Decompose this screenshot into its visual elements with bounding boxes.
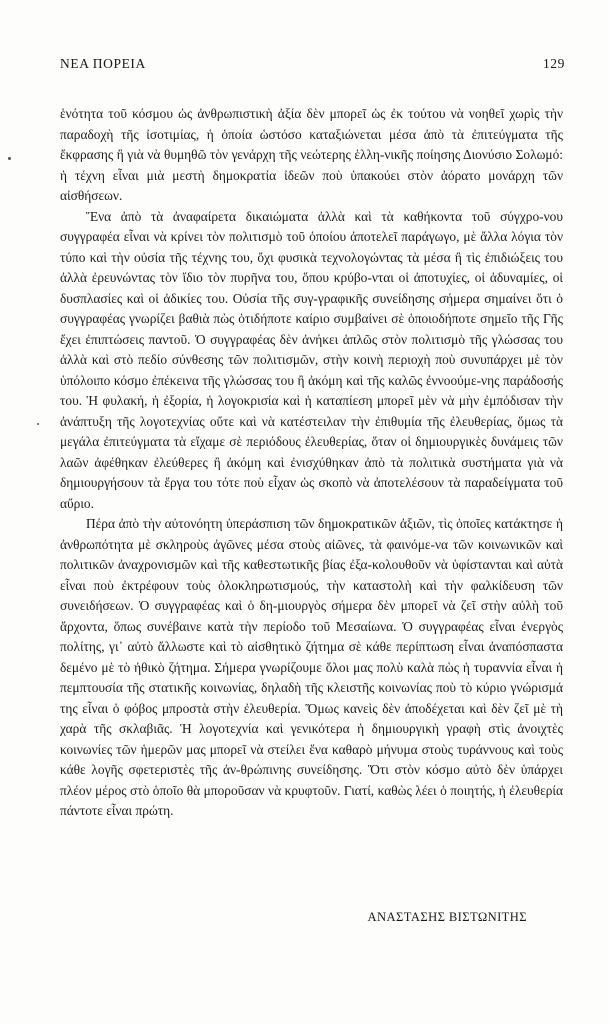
paragraph: Πέρα ἀπὸ τὴν αὐτονόητη ὑπεράσπιση τῶν δημοκρατικῶν ἀξιῶν, τὶς ὁποῖες κατάκτησε ἡ ἀνθρωπότητα μὲ σκληροὺς ἀγῶνες μέσα στοὺς αἰῶνες, τὰ φαινόμε-να τῶν κοινωνικῶν καὶ πολιτικῶν ἀναχρονισμῶν καὶ τῆς καθεστωτικῆς βίας ἐξα-κολουθοῦν νὰ ὑφίστανται καὶ αὐτὰ εἶναι ποὺ ἐκτρέφουν τοὺς ὁλοκληρωτισμούς, τὴν καταστολὴ καὶ τὴν φαλκίδευση τῶν συνειδήσεων. Ὁ συγγραφέας καὶ ὁ δη-μιουργὸς σήμερα δὲν μπορεῖ νὰ ζεῖ στὴν αὐλὴ τοῦ ἄρχοντα, ὅπως συνέβαινε κατὰ τὴν περίοδο τοῦ Μεσαίωνα. Ὁ συγγραφέας εἶναι ἐνεργὸς πολίτης, γι᾿ αὐτὸ ἄλλωστε καὶ τὸ αἰσθητικὸ ζήτημα σὲ κάθε περίπτωση εἶναι ἀναπόσπαστα δεμένο μὲ τὸ ἠθικὸ ζήτημα. Σήμερα γνωρίζουμε ὅλοι μας πολὺ καλὰ πὼς ἡ τυραννία εἶναι ἡ πεμπτουσία τῆς στατικῆς κοινωνίας, δηλαδὴ τῆς κλειστῆς κοινωνίας ποὺ τὸ κύριο γνώρισμά της εἶναι ὁ φόβος μπροστὰ στὴν ἐλευθερία. Ὅμως κανεὶς δὲν ἀποδέχεται καὶ δὲν ζεῖ μὲ τὴ χαρὰ τῆς σκλαβιᾶς. Ἡ λογοτεχνία καὶ γενικότερα ἡ δημιουργικὴ γραφὴ στὶς ἀνοιχτὲς κοινωνίες τῶν ἡμερῶν μας μπορεῖ νὰ στείλει ἕνα καθαρὸ μήνυμα στοὺς τυράννους καὶ τοὺς κάθε λογῆς σφετεριστὲς τῆς ἀν-θρώπινης συνείδησης. Ὅτι στὸν κόσμο αὐτὸ δὲν ὑπάρχει πλέον μέρος στὸ ὁποῖο θὰ μποροῦσαν νὰ κρυφτοῦν. Γιατί, καθὼς λέει ὁ ποιητής, ἡ ἐλευθερία πάντοτε εἶναι πρώτη. [60, 516, 563, 818]
running-head: ΝΕΑ ΠΟΡΕΙΑ [60, 56, 146, 71]
page-number: 129 [542, 56, 565, 71]
paragraph: Ἕνα ἀπὸ τὰ ἀναφαίρετα δικαιώματα ἀλλὰ καὶ τὰ καθήκοντα τοῦ σύγχρο-νου συγγραφέα εἶναι νὰ κρίνει τὸν πολιτισμὸ τοῦ ὁποίου ἀποτελεῖ παράγωγο, μὲ ἄλλα λόγια τὸν τύπο καὶ τὴν οὐσία τῆς τέχνης του, ὄχι φυσικὰ τεχνολογώντας τὰ μέσα ἢ τὶς ἐπιδιώξεις του ἀλλὰ ἐρευνώντας τὸν ἴδιο τὸν πυρῆνα του, ὅπου κρύβο-νται οἱ ἀποτυχίες, οἱ ἀδυναμίες, οἱ δυσπλασίες καὶ οἱ ἀδικίες του. Οὐσία τῆς συγ-γραφικῆς συνείδησης σήμερα σημαίνει ὅτι ὁ συγγραφέας γνωρίζει βαθιὰ πὼς ὁτιδήποτε καίριο συμβαίνει σὲ ὁποιοδήποτε σημεῖο τῆς Γῆς ἔχει ἐπιπτώσεις παντοῦ. Ὁ συγγραφέας δὲν ἀνήκει ἁπλῶς στὸν πολιτισμὸ τῆς γλώσσας του ἀλλὰ καὶ στὸ πεδίο σύνθεσης τῶν πολιτισμῶν, στὴν κοινὴ περιοχὴ ποὺ συνυπάρχει μὲ τὸν ὑπόλοιπο κόσμο ἐπέκεινα τῆς γλώσσας του ἢ ἀκόμη καὶ τῆς καλῶς ἐννοούμε-νης παράδοσής του. Ἡ φυλακή, ἡ ἐξορία, ἡ λογοκρισία καὶ ἡ καταπίεση μπορεῖ μὲν νὰ μὴν ἐμπόδισαν τὴν ἀνάπτυξη τῆς λογοτεχνίας οὔτε καὶ νὰ κατέστειλαν τὴν ἐπιθυμία τῆς ἐλευθερίας, ὅμως τὰ μεγάλα ἐπιτεύγματα τὰ εἴχαμε σὲ περιόδους ἐλευθερίας, ὅταν οἱ δημιουργικὲς δυνάμεις τῶν λαῶν ἀφέθηκαν ἐλεύθερες ἢ ἀκόμη καὶ ἐνισχύθηκαν ἀπὸ τὰ πολιτικὰ συστήματα γιὰ νὰ δημιουργήσουν τὰ ἔργα του τότε ποὺ εἶχαν ὡς σκοπὸ νὰ ἀποτελέσουν τὰ παραδείγματα τοῦ αὔριο. [60, 208, 563, 511]
article-body [60, 104, 563, 822]
margin-speck [8, 157, 11, 160]
author-signature: ΑΝΑΣΤΑΣΗΣ ΒΙΣΤΩΝΙΤΗΣ [367, 910, 527, 924]
margin-speck [37, 423, 39, 425]
page-header [60, 56, 565, 76]
paragraph-continuation: ἑνότητα τοῦ κόσμου ὡς ἀνθρωπιστικὴ ἀξία δὲν μπορεῖ ὡς ἐκ τούτου νὰ νοηθεῖ χωρὶς τὴν παραδοχὴ τῆς ἰσοτιμίας, ἡ ὁποία ὡστόσο καταξιώνεται μέσα ἀπὸ τὰ ἐπιτεύγματα τῆς ἔκφρασης ἢ γιὰ νὰ θυμηθῶ τὸν γενάρχη τῆς νεώτερης ἑλλη-νικῆς ποίησης Διονύσιο Σολωμό: ἡ τέχνη εἶναι μιὰ μεστὴ δημοκρατία ἰδεῶν ποὺ ὑπακούει στὸν ἀόρατο μονάρχη τῶν αἰσθήσεων. [60, 106, 563, 203]
